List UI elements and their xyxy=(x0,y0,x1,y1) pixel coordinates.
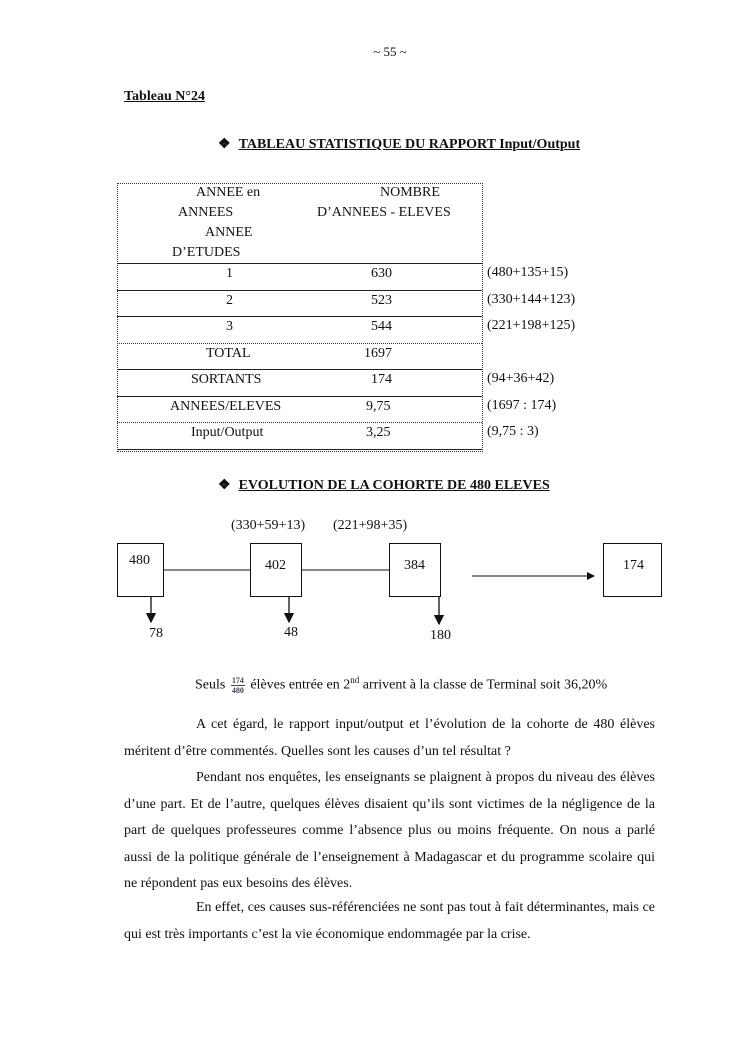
paragraph-text: Pendant nos enquêtes, les enseignants se plaignent à propos du niveau des élèves d’une part. Et de l’autre, quelques élèves disaient qu’ils sont victimes de la négligence de la part de quelques professeures comme l’absence plus ou moins fréquente. On nous a parlé aussi de la politique générale de l’enseignement à Madagascar et du programme scolaire qui ne répondent pas eux besoins des élèves. xyxy=(124,770,655,891)
section-title: EVOLUTION DE LA COHORTE DE 480 ELEVES xyxy=(238,478,550,493)
table-row-label: 1 xyxy=(226,266,233,281)
summary-sup: nd xyxy=(350,675,360,685)
cohort-box-value: 480 xyxy=(129,553,150,568)
summary-prefix: Seuls xyxy=(195,677,226,693)
header-annee: ANNEE xyxy=(205,225,253,240)
summary-line xyxy=(195,675,607,695)
table-row-note: (330+144+123) xyxy=(487,292,576,307)
diamond-bullet-icon: ❖ xyxy=(218,478,231,493)
table-row-value: 523 xyxy=(371,293,392,308)
header-annees: ANNEES xyxy=(178,205,234,220)
summary-suffix: arrivent à la classe de Terminal soit 36,20% xyxy=(362,677,608,693)
cohort-box-value: 384 xyxy=(404,558,425,573)
table-row-label: TOTAL xyxy=(206,346,251,361)
table-row-label: SORTANTS xyxy=(191,372,262,387)
table-row-value: 9,75 xyxy=(366,399,391,414)
table-row-note: (480+135+15) xyxy=(487,265,569,280)
table-row-value: 630 xyxy=(371,266,392,281)
cohort-box-value: 174 xyxy=(623,558,644,573)
header-annee-en: ANNEE en xyxy=(196,185,261,200)
diamond-bullet-icon: ❖ xyxy=(218,137,231,152)
table-row-note: (9,75 : 3) xyxy=(487,424,539,439)
table-row-note: (94+36+42) xyxy=(487,371,555,386)
fraction-numerator: 174 xyxy=(231,675,244,685)
cohort-box xyxy=(389,543,441,597)
dropout-count: 78 xyxy=(149,626,163,641)
fraction-denominator: 480 xyxy=(231,685,244,695)
cohort-box xyxy=(117,543,164,597)
paragraph-text: A cet égard, le rapport input/output et l’évolution de la cohorte de 480 élèves méritent d’être commentés. Quelles sont les causes d’un tel résultat ? xyxy=(124,717,655,759)
table-label: Tableau N°24 xyxy=(124,89,205,104)
cohort-box xyxy=(603,543,662,597)
cohort-box-value: 402 xyxy=(265,558,286,573)
table-row-value: 1697 xyxy=(364,346,392,361)
table-row-label: Input/Output xyxy=(191,425,264,440)
table-row-note: (1697 : 174) xyxy=(487,398,557,413)
cohort-formula: (330+59+13) xyxy=(231,518,306,533)
table-row-label: 2 xyxy=(226,293,233,308)
dropout-count: 48 xyxy=(284,625,298,640)
header-nombre: NOMBRE xyxy=(380,185,440,200)
paragraph xyxy=(124,765,655,898)
table-row-value: 544 xyxy=(371,319,392,334)
table-row-label: 3 xyxy=(226,319,233,334)
table-row-label: ANNEES/ELEVES xyxy=(170,399,282,414)
dropout-count: 180 xyxy=(430,628,451,643)
cohort-box xyxy=(250,543,302,597)
summary-mid: élèves entrée en 2 xyxy=(250,677,351,693)
table-row-value: 174 xyxy=(371,372,392,387)
paragraph xyxy=(124,712,655,765)
header-dannees-eleves: D’ANNEES - ELEVES xyxy=(317,205,451,220)
paragraph xyxy=(124,895,655,948)
fraction xyxy=(231,676,245,695)
table-row-value: 3,25 xyxy=(366,425,391,440)
paragraph-text: En effet, ces causes sus-référenciées ne sont pas tout à fait déterminantes, mais ce qui est très importants c’est la vie économique endommagée par la crise. xyxy=(124,900,655,942)
header-detudes: D’ETUDES xyxy=(172,245,241,260)
page-number: ~ 55 ~ xyxy=(373,44,407,59)
cohort-formula: (221+98+35) xyxy=(333,518,408,533)
section-title: TABLEAU STATISTIQUE DU RAPPORT Input/Output xyxy=(238,137,581,152)
table-row-note: (221+198+125) xyxy=(487,318,576,333)
